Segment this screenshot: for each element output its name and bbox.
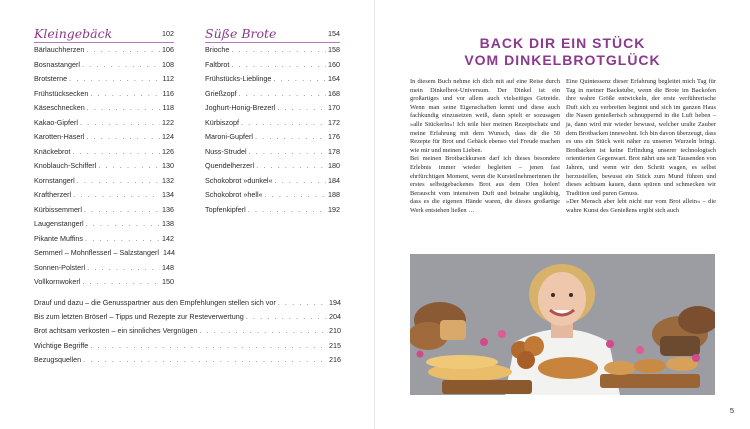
toc-entry[interactable]: [205, 43, 340, 58]
toc-entry[interactable]: [34, 353, 341, 367]
toc-entry-page: 215: [329, 340, 341, 350]
toc-entry-label: Karotten-Haserl: [34, 132, 85, 141]
toc-entry-label: Quendelherzerl: [205, 161, 255, 170]
dot-leader: [275, 174, 326, 189]
toc-entry-label: Drauf und dazu – die Genusspartner aus den Empfehlungen stellen sich vor: [34, 298, 276, 307]
dot-leader: [84, 203, 160, 218]
toc-entry-label: Brotsterne: [34, 74, 68, 83]
paragraph: Bei meinen Brotbackkursen darf ich dieses besondere Erlebnis immer wieder begleiten – jenen fast ehrfürchtigen Moment, wenn die Kursteilnehmerinnen ihr erstes selbstgebackenes Brot aus dem Ofen holen! Berauscht vom intensiven Duft und beinahe ungläubig, dass es die eigenen Hände waren, die dieses großartige Werk entstehen ließen …: [410, 155, 560, 214]
toc-entry[interactable]: [34, 324, 341, 338]
braided-bread: [538, 357, 598, 379]
dot-leader: [83, 353, 327, 367]
toc-entry[interactable]: [205, 101, 340, 116]
toc-entry[interactable]: [34, 261, 174, 276]
board: [442, 380, 532, 394]
toc-entry[interactable]: [34, 145, 174, 160]
toc-entry-label: Frühstücks-Lieblinge: [205, 74, 272, 83]
dot-leader: [82, 58, 160, 73]
dot-leader: [90, 339, 327, 353]
toc-entry-page: 132: [162, 175, 174, 185]
body-text-column-1: [410, 78, 560, 216]
dot-leader: [239, 87, 326, 102]
toc-entry-label: Faltbrot: [205, 59, 230, 69]
toc-entry-label: Wichtige Begriffe: [34, 340, 89, 350]
toc-entry-label: Schokobrot »hell«: [205, 190, 263, 199]
toc-entry-label: Pikante Muffins: [34, 233, 84, 243]
dot-leader: [246, 310, 327, 324]
toc-entry-label: Knäckebrot: [34, 146, 71, 156]
toc-entry-page: 116: [162, 88, 174, 98]
toc-entry-page: 184: [328, 175, 340, 185]
toc-entry-label: Kraftherzerl: [34, 190, 72, 199]
toc-entry-page: 124: [162, 132, 174, 141]
toc-entry[interactable]: [34, 174, 174, 189]
section-title-page: 102: [162, 29, 174, 38]
toc-entry-label: Vollkornwokerl: [34, 277, 81, 286]
dot-leader: [87, 101, 161, 116]
toc-entry-page: 170: [328, 103, 340, 112]
toc-entry-page: 178: [328, 146, 340, 156]
chapter-title-line2: VOM DINKELBROTGLÜCK: [464, 52, 661, 68]
toc-entry-page: 136: [162, 204, 174, 214]
toc-entry-label: Sonnen-Polsterl: [34, 262, 86, 272]
toc-entry-label: Schokobrot »dunkel«: [205, 175, 273, 185]
toc-entry[interactable]: [34, 203, 174, 218]
section-title: [34, 24, 174, 43]
toc-entry-page: 158: [328, 45, 340, 54]
toc-entry-label: Bis zum letzten Bröserl – Tipps und Rezepte zur Resteverwertung: [34, 312, 244, 322]
toc-entry-page: 106: [162, 45, 174, 54]
toc-entry-page: 122: [162, 117, 174, 127]
toc-entry[interactable]: [205, 58, 340, 73]
page-number: 5: [729, 406, 734, 415]
toc-entry-page: 194: [329, 298, 341, 307]
toc-entry-label: Bezugsquellen: [34, 354, 82, 364]
body-text-column-2: [566, 78, 716, 216]
dot-leader: [231, 43, 326, 58]
toc-entry-page: 138: [162, 219, 174, 228]
toc-entry-label: Maroni-Gupferl: [205, 132, 253, 141]
toc-entry-page: 112: [162, 74, 174, 83]
toc-entry-label: Frühstücksecken: [34, 88, 89, 98]
dot-leader: [265, 188, 326, 203]
toc-entry[interactable]: [205, 72, 340, 87]
toc-entry-label: Laugenstangerl: [34, 219, 84, 228]
toc-entry-label: Käseschnecken: [34, 103, 85, 112]
toc-entry-label: Brot achtsam verkosten – ein sinnliches Vergnügen: [34, 326, 198, 336]
paragraph: Eine Quintessenz dieser Erfahrung begleitet mich Tag für Tag in meiner Backstube, wenn die Brote im Backofen ihre wahre Größe entwickeln, der erste verführerische Duft sich zu verbreiten beginnt und sich im ganzen Haus die Nasen genießerisch schnuppernd in die Luft heben – ja, dann wird mir wieder bewusst, welcher uralte Zauber dem Brotbacken innewohnt. Ich bin davon überzeugt, dass es uns ein Stück weit näher zu unseren Wurzeln bringt. Brotbacken ist keine Erfindung unserer technologisch orientierten Gegenwart. Brot nährt uns seit Tausenden von Jahren, und wenn wir den Schritt wagen, es selbst herzustellen, bewusst ein Stück zum Mund führen und dieses achtsam kauen, dann spüren und schmecken wir Tradition und puren Genuss.: [566, 78, 716, 197]
toc-entry-page: 180: [328, 161, 340, 170]
toc-entry-label: Nuss-Strudel: [205, 146, 247, 156]
dot-leader: [255, 130, 326, 145]
dot-leader: [241, 116, 326, 131]
toc-entry[interactable]: [34, 58, 174, 73]
toc-entry-label: Semmerl – Mohnflesserl – Salzstangerl: [34, 248, 160, 257]
dot-leader: [256, 159, 326, 174]
toc-entry[interactable]: [34, 101, 174, 116]
toc-entry[interactable]: [34, 188, 174, 203]
toc-entry[interactable]: [205, 130, 340, 145]
toc-entry[interactable]: [205, 145, 340, 160]
toc-entry-page: 210: [329, 326, 341, 336]
toc-entry[interactable]: [34, 43, 174, 58]
toc-entry-page: 188: [328, 190, 340, 199]
section-title-page: 154: [328, 29, 340, 38]
toc-entry-label: Topfenkipferl: [205, 204, 246, 214]
toc-entry-page: 134: [162, 190, 174, 199]
dot-leader: [80, 116, 160, 131]
paragraph: In diesem Buch nehme ich dich mit auf eine Reise durch mein Dinkelbrot-Universum. Der Dinkel ist ein großartiges und vor allem auch vielseitiges Getreide. Wenn man seine Eigenschaften kennt und diese auch fachkundig einzusetzen weiß, dann spielt er sozusagen »alle Stückerln«! Ich teile hier meinen Rezeptschatz und meine Erfahrung mit dem Wunsch, dass dir die 50 Rezepte für Brot und Gebäck ebenso viel Freude machen wie mir und meinen Lieben.: [410, 78, 560, 154]
toc-entry[interactable]: [34, 130, 174, 145]
dot-leader: [86, 43, 160, 58]
dot-leader: [73, 188, 160, 203]
toc-entry-label: Bärlauchherzen: [34, 45, 85, 54]
dot-leader: [98, 159, 160, 174]
dot-leader: [85, 232, 160, 247]
toc-entry-page: 108: [162, 59, 174, 69]
toc-entry-label: Kürbiszopf: [205, 117, 239, 127]
toc-entry[interactable]: [34, 339, 341, 353]
toc-entry-label: Kürbissemmerl: [34, 204, 82, 214]
dot-leader: [82, 275, 160, 290]
toc-entry-page: 126: [162, 146, 174, 156]
dot-leader: [277, 101, 326, 116]
dot-leader: [199, 324, 327, 338]
toc-entry[interactable]: [34, 87, 174, 102]
toc-entry-page: 216: [329, 354, 341, 364]
toc-entry[interactable]: [205, 116, 340, 131]
section-title-label: Süße Brote: [205, 26, 277, 41]
toc-entry[interactable]: [34, 296, 341, 310]
toc-entry-page: 176: [328, 132, 340, 141]
toc-entry-page: 150: [162, 277, 174, 286]
toc-entry-page: 204: [329, 312, 341, 322]
toc-entry-page: 164: [328, 74, 340, 83]
toc-entry[interactable]: [34, 116, 174, 131]
toc-entry-page: 144: [163, 248, 176, 257]
dot-leader: [273, 72, 326, 87]
toc-entry-page: 130: [162, 161, 174, 170]
toc-section-kleingebaeck: [34, 24, 174, 290]
toc-entry[interactable]: [205, 203, 340, 218]
dot-leader: [278, 296, 327, 310]
toc-entry-label: Brioche: [205, 45, 230, 54]
toc-extras: [34, 296, 341, 367]
toc-entry-page: 168: [328, 88, 340, 98]
toc-entry-label: Kornstangerl: [34, 175, 75, 185]
toc-list: [205, 43, 340, 217]
dot-leader: [249, 145, 326, 160]
chapter-title-line1: BACK DIR EIN STÜCK: [479, 35, 646, 51]
dot-leader: [248, 203, 326, 218]
toc-entry[interactable]: [34, 275, 174, 290]
baker-photo: [410, 254, 715, 395]
toc-entry-label: Bosnastangerl: [34, 59, 80, 69]
dot-leader: [86, 130, 160, 145]
toc-entry[interactable]: [34, 246, 174, 261]
toc-entry-page: 148: [162, 262, 174, 272]
toc-entry[interactable]: [34, 217, 174, 232]
toc-entry[interactable]: [205, 87, 340, 102]
dot-leader: [231, 58, 326, 73]
toc-entry[interactable]: [205, 159, 340, 174]
face: [538, 272, 586, 326]
toc-entry[interactable]: [34, 310, 341, 324]
toc-entry[interactable]: [205, 188, 340, 203]
toc-entry-page: 192: [328, 204, 340, 214]
toc-section-suesse-brote: [205, 24, 340, 217]
dot-leader: [72, 145, 160, 160]
toc-entry[interactable]: [34, 232, 174, 247]
dot-leader: [86, 217, 160, 232]
flower: [480, 338, 488, 346]
toc-entry[interactable]: [205, 174, 340, 189]
toc-entry-label: Kakao-Gipferl: [34, 117, 78, 127]
toc-entry[interactable]: [34, 72, 174, 87]
toc-entry-label: Grießzopf: [205, 88, 237, 98]
toc-entry-label: Joghurt-Honig-Brezerl: [205, 103, 276, 112]
dot-leader: [90, 87, 160, 102]
section-title: [205, 24, 340, 43]
toc-entry-page: 142: [162, 233, 174, 243]
toc-entry[interactable]: [34, 159, 174, 174]
toc-list: [34, 43, 174, 290]
toc-entry-page: 118: [162, 103, 174, 112]
dot-leader: [77, 174, 160, 189]
dot-leader: [69, 72, 160, 87]
toc-entry-label: Knoblauch-Schifferl: [34, 161, 97, 170]
paragraph: »Der Mensch aber lebt nicht nur vom Brot allein« – die wahre Kunst des Genießens ergibt sich auch: [566, 198, 716, 214]
section-title-label: Kleingebäck: [34, 26, 113, 41]
toc-entry-page: 160: [328, 59, 340, 69]
toc-entry-page: 172: [328, 117, 340, 127]
dot-leader: [87, 261, 160, 276]
right-page: [375, 0, 750, 429]
